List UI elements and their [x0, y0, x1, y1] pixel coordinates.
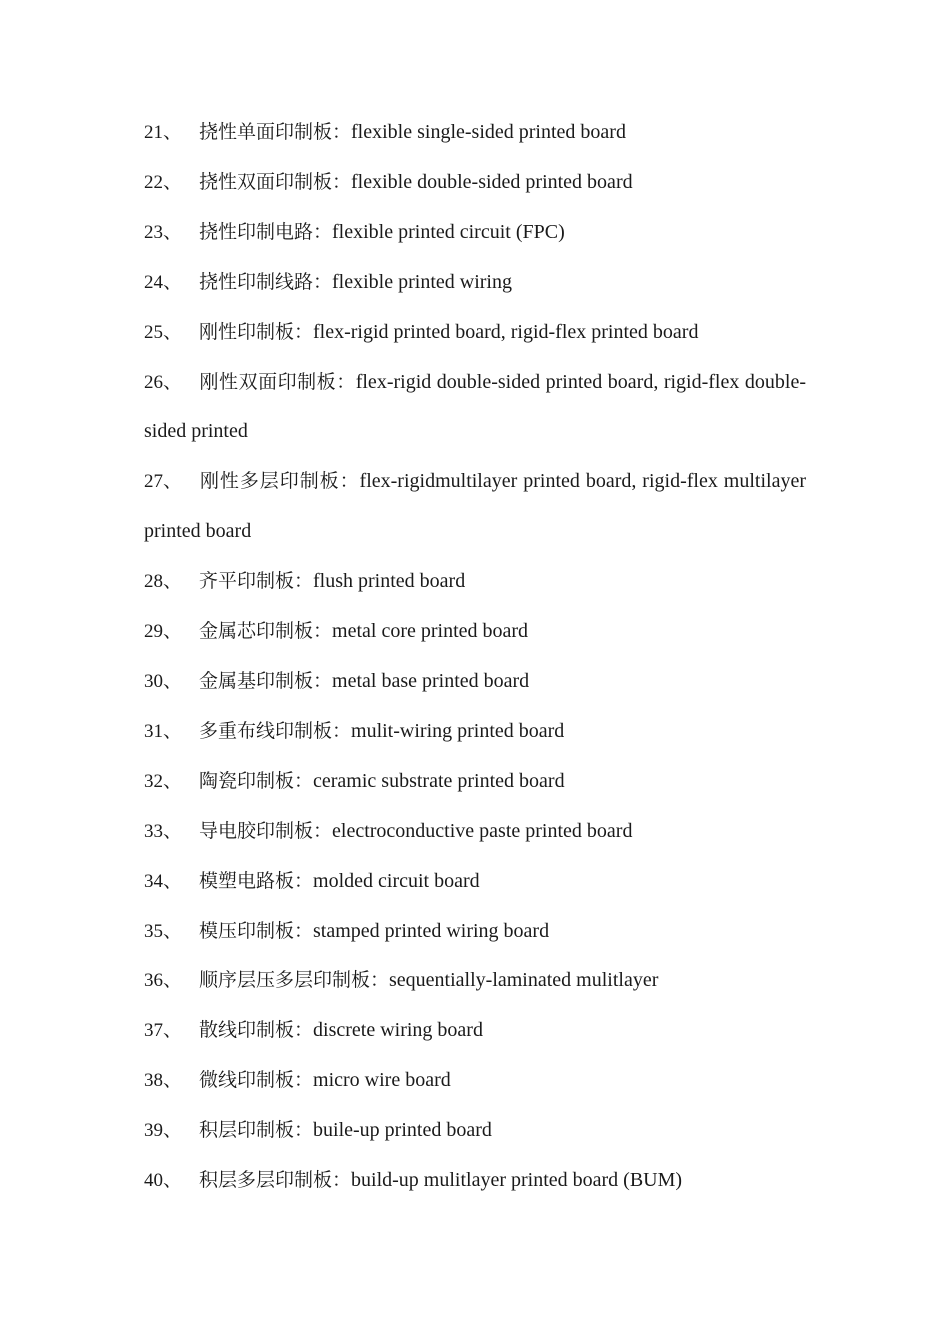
term-number: 23、	[144, 221, 183, 243]
list-item	[144, 1106, 806, 1156]
term-english: flex-rigid double-sided printed board, rigid-flex double-sided printed	[144, 370, 806, 443]
list-item	[144, 1006, 806, 1056]
term-chinese: 挠性双面印制板：	[199, 170, 352, 193]
term-english: flex-rigid printed board, rigid-flex printed board	[313, 320, 699, 343]
list-item	[144, 557, 806, 607]
list-item	[144, 907, 806, 957]
term-english: molded circuit board	[313, 869, 480, 892]
term-chinese: 多重布线印制板：	[199, 719, 352, 742]
term-english: stamped printed wiring board	[313, 919, 550, 942]
list-item	[144, 308, 806, 358]
term-number: 32、	[144, 770, 183, 792]
term-english: flexible single-sided printed board	[351, 121, 626, 143]
term-number: 38、	[144, 1070, 183, 1092]
list-item	[144, 607, 806, 657]
term-number: 24、	[144, 271, 183, 293]
term-number: 39、	[144, 1120, 183, 1142]
term-chinese: 挠性印制电路：	[199, 220, 333, 243]
term-chinese: 导电胶印制板：	[199, 819, 333, 842]
list-item	[144, 857, 806, 907]
term-number: 21、	[144, 122, 183, 143]
term-chinese: 陶瓷印制板：	[199, 769, 314, 792]
term-number: 28、	[144, 571, 183, 593]
term-chinese: 模塑电路板：	[199, 869, 314, 892]
term-number: 34、	[144, 870, 183, 892]
term-chinese: 散线印制板：	[199, 1019, 314, 1042]
term-chinese: 模压印制板：	[199, 919, 314, 942]
term-english: buile-up printed board	[313, 1119, 492, 1142]
term-number: 37、	[144, 1020, 183, 1042]
term-number: 26、	[144, 371, 183, 393]
term-chinese: 微线印制板：	[199, 1069, 314, 1092]
list-item	[144, 158, 806, 208]
list-item	[144, 707, 806, 757]
term-chinese: 挠性印制线路：	[199, 270, 333, 293]
term-chinese: 金属基印制板：	[199, 669, 333, 692]
term-english: ceramic substrate printed board	[313, 769, 565, 792]
list-item	[144, 108, 806, 158]
term-english: electroconductive paste printed board	[332, 819, 633, 842]
list-item	[144, 258, 806, 308]
term-english: mulit-wiring printed board	[351, 719, 565, 742]
list-item	[144, 807, 806, 857]
term-english: flexible printed wiring	[332, 270, 512, 293]
term-number: 40、	[144, 1170, 183, 1192]
term-number: 31、	[144, 720, 183, 742]
term-english: flush printed board	[313, 570, 466, 593]
term-chinese: 刚性印制板：	[199, 320, 314, 343]
term-number: 22、	[144, 171, 183, 193]
term-english: micro wire board	[313, 1069, 451, 1092]
term-english: metal core printed board	[332, 620, 529, 643]
list-item	[144, 208, 806, 258]
list-item	[144, 1056, 806, 1106]
term-english: sequentially-laminated mulitlayer	[389, 969, 659, 992]
term-chinese: 挠性单面印制板：	[199, 121, 352, 143]
term-number: 35、	[144, 920, 183, 942]
term-chinese: 刚性双面印制板：	[199, 370, 356, 393]
term-number: 29、	[144, 621, 183, 643]
term-chinese: 齐平印制板：	[199, 570, 314, 593]
term-number: 27、	[144, 471, 183, 493]
term-chinese: 金属芯印制板：	[199, 620, 333, 643]
term-english: flexible printed circuit (FPC)	[332, 220, 565, 243]
list-item	[144, 757, 806, 807]
list-item	[144, 457, 806, 557]
term-english: flexible double-sided printed board	[351, 170, 633, 193]
term-list	[144, 108, 806, 1206]
term-number: 30、	[144, 670, 183, 692]
term-number: 33、	[144, 820, 183, 842]
term-chinese: 积层印制板：	[199, 1119, 314, 1142]
term-chinese: 积层多层印制板：	[199, 1169, 352, 1192]
list-item	[144, 358, 806, 458]
list-item	[144, 657, 806, 707]
term-chinese: 顺序层压多层印制板：	[199, 969, 390, 992]
term-number: 36、	[144, 970, 183, 992]
term-number: 25、	[144, 321, 183, 343]
term-chinese: 刚性多层印制板：	[199, 470, 360, 493]
term-english: flex-rigidmultilayer printed board, rigid-flex multilayer printed board	[144, 470, 806, 543]
term-english: build-up mulitlayer printed board (BUM)	[351, 1169, 683, 1192]
list-item	[144, 1156, 806, 1206]
term-english: metal base printed board	[332, 669, 530, 692]
term-english: discrete wiring board	[313, 1019, 483, 1042]
list-item	[144, 956, 806, 1006]
